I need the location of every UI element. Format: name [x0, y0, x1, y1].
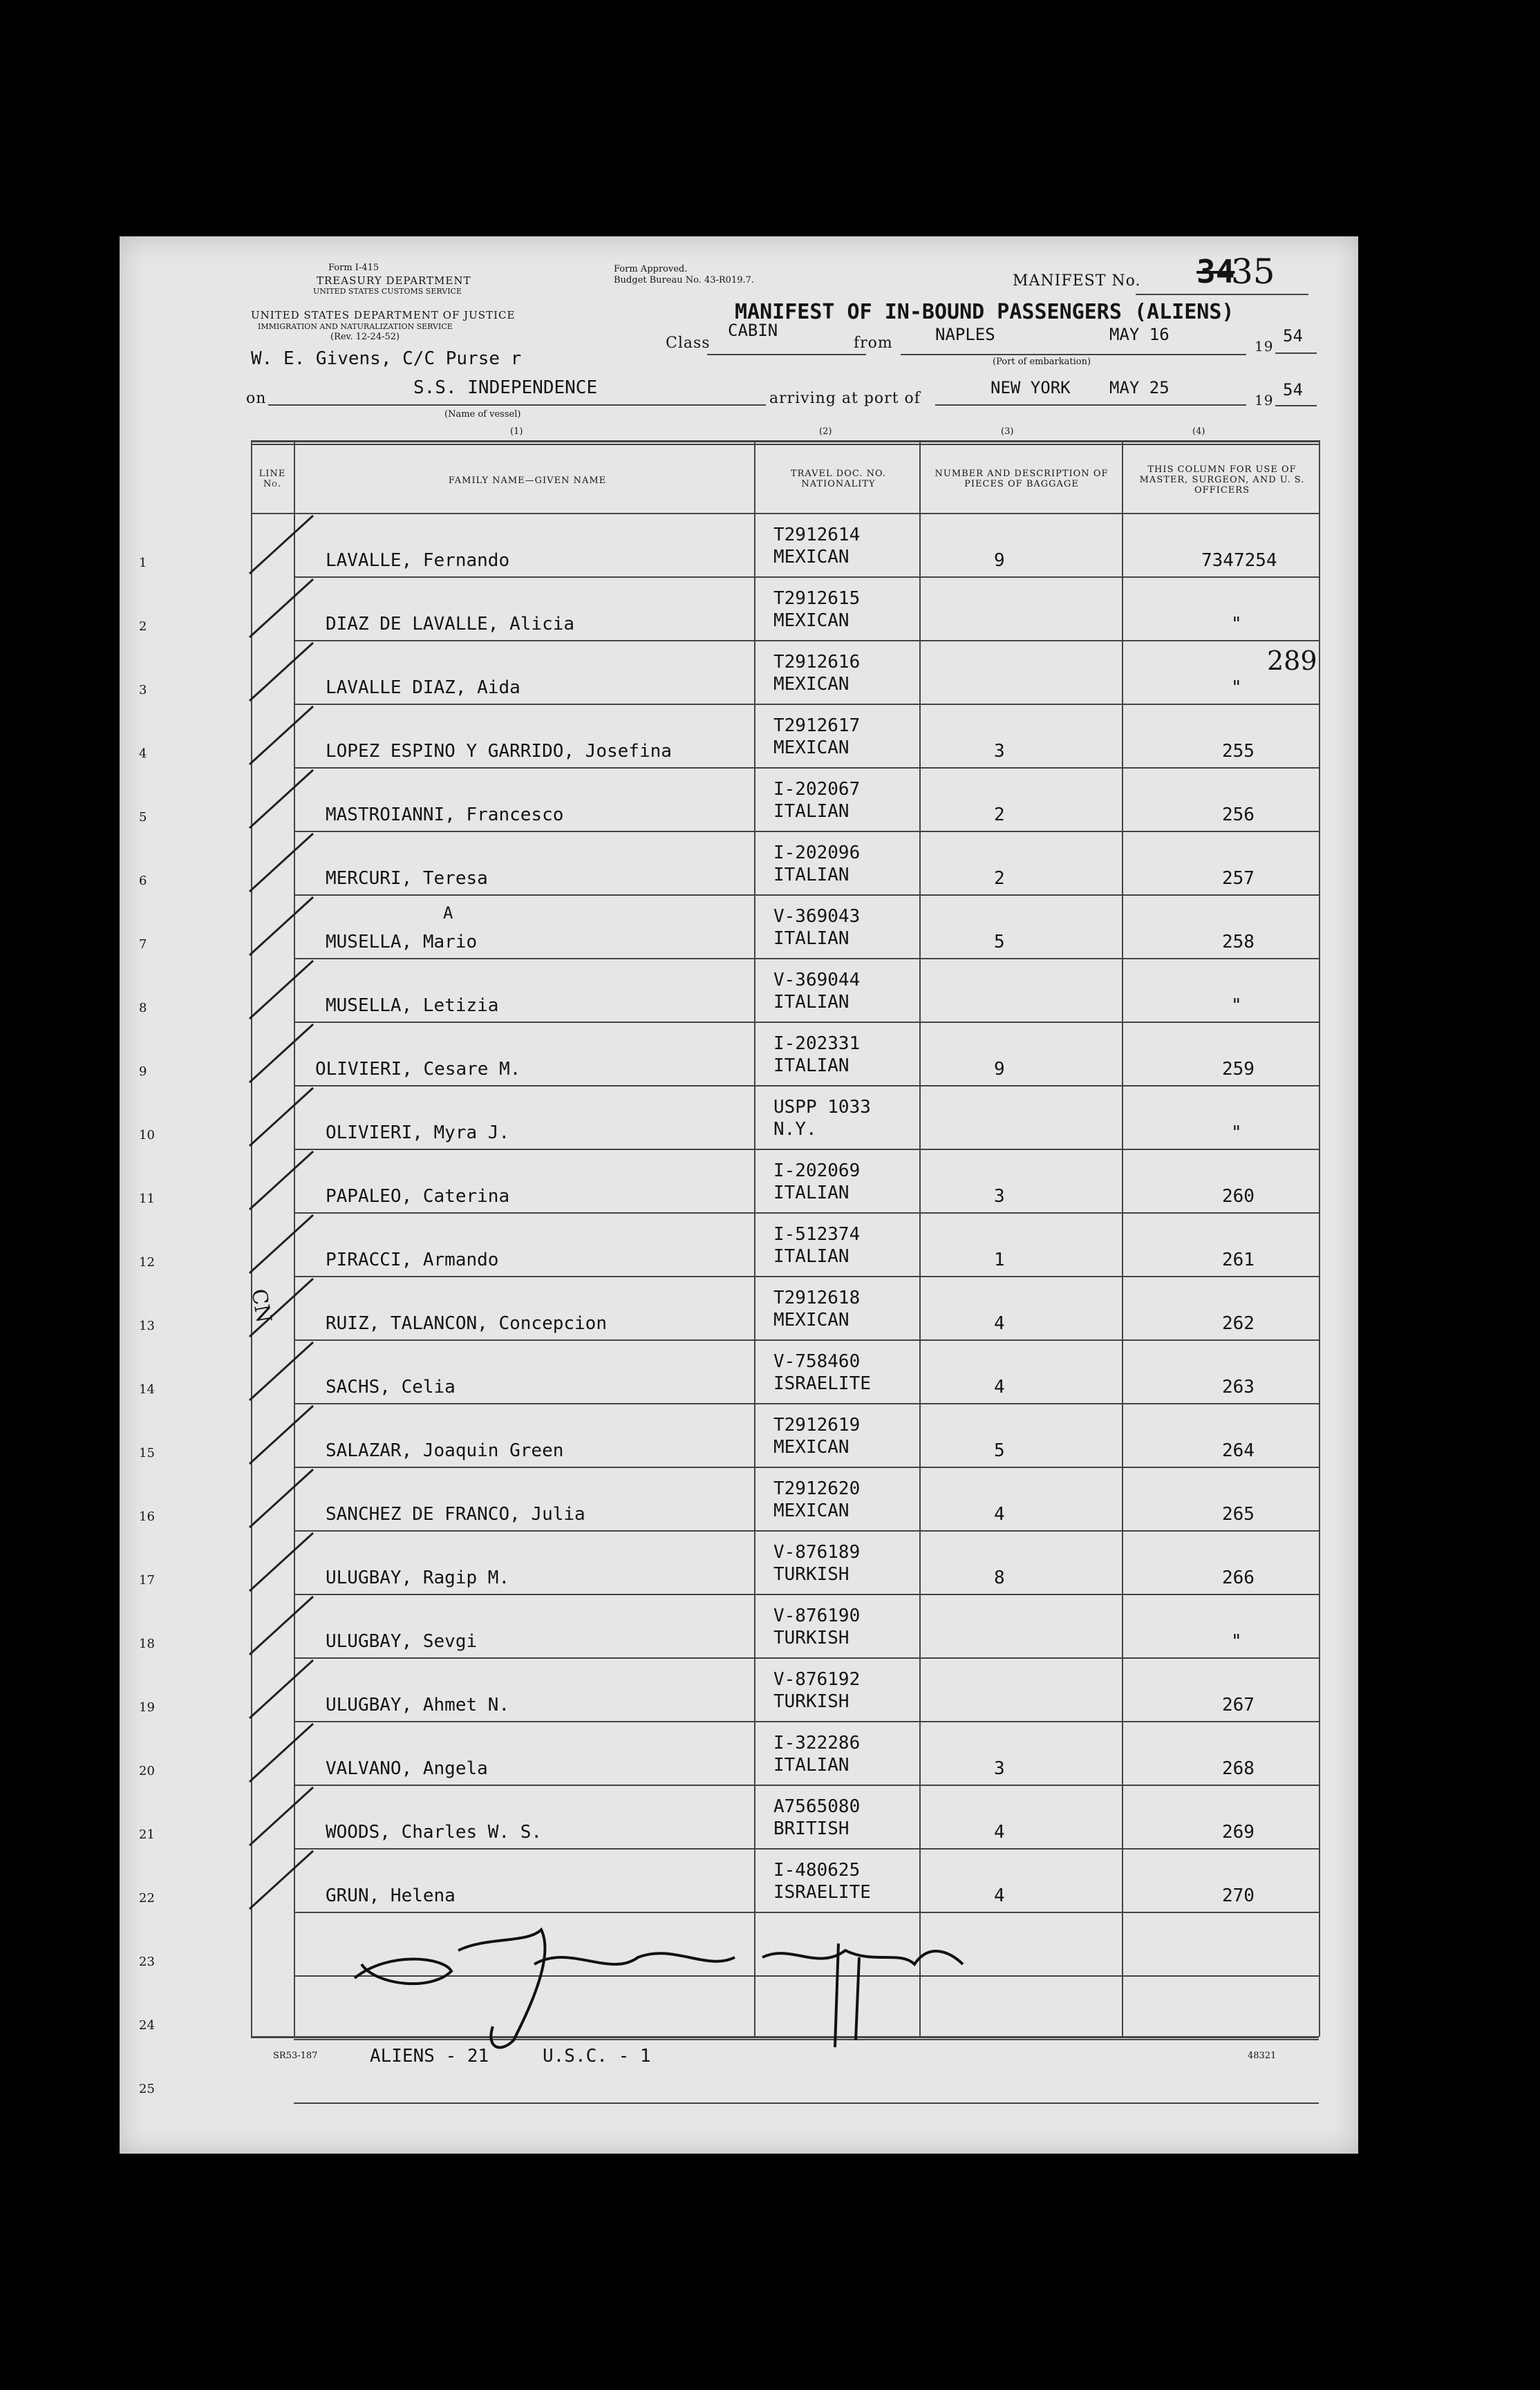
from-date: MAY 16: [1109, 325, 1170, 344]
line-number: 6: [139, 874, 147, 888]
officer-note: ": [1231, 614, 1242, 634]
nationality: MEXICAN: [773, 674, 849, 695]
approved-label: Form Approved.: [614, 264, 688, 274]
travel-doc: [773, 969, 860, 1013]
insert-mark-a: A: [443, 903, 453, 923]
passenger-name: MUSELLA, Letizia: [326, 995, 499, 1016]
check-mark-icon: [244, 767, 320, 831]
arrive-date: MAY 25: [1109, 378, 1170, 397]
col-header-baggage: NUMBER AND DESCRIPTION OF PIECES OF BAGGAGE: [935, 469, 1109, 489]
vessel-label: (Name of vessel): [444, 409, 521, 420]
doc-number: T2912620: [773, 1478, 861, 1499]
col-num-4: (4): [1192, 426, 1205, 437]
passenger-name: ULUGBAY, Ahmet N.: [326, 1695, 510, 1715]
doc-number: I-202069: [773, 1160, 861, 1181]
officer-note: 257: [1222, 868, 1255, 889]
baggage-count: 4: [994, 1822, 1005, 1843]
footer-usc: U.S.C. - 1: [543, 2046, 651, 2067]
travel-doc: [773, 1732, 860, 1776]
line-number: 10: [139, 1128, 155, 1142]
nationality: ITALIAN: [773, 1246, 849, 1267]
table-row: [120, 1276, 1358, 1339]
passenger-name: MASTROIANNI, Francesco: [326, 804, 564, 825]
officer-note: 267: [1222, 1695, 1255, 1715]
check-mark-icon: [244, 1467, 320, 1530]
officer-note: 266: [1222, 1568, 1255, 1588]
baggage-count: 5: [994, 1440, 1005, 1461]
check-mark-icon: [244, 1721, 320, 1785]
check-mark-icon: [244, 1594, 320, 1657]
purser: W. E. Givens, C/C Purse r: [251, 348, 522, 369]
table-row: [120, 1785, 1358, 1848]
nationality: TURKISH: [773, 1564, 849, 1585]
check-mark-icon: [244, 1403, 320, 1467]
doc-number: I-480625: [773, 1860, 861, 1881]
passenger-name: GRUN, Helena: [326, 1885, 456, 1906]
doc-number: I-512374: [773, 1224, 861, 1245]
officer-note: ": [1231, 995, 1242, 1016]
officer-note: ": [1231, 1631, 1242, 1652]
line-number: 5: [139, 810, 147, 825]
nationality: MEXICAN: [773, 547, 849, 567]
passenger-name: RUIZ, TALANCON, Concepcion: [326, 1313, 607, 1334]
line-number: 24: [139, 2018, 155, 2033]
line-number: 7: [139, 937, 147, 952]
nationality: MEXICAN: [773, 1437, 849, 1458]
officer-note: 262: [1222, 1313, 1255, 1334]
officer-note: 270: [1222, 1885, 1255, 1906]
officer-note: 256: [1222, 804, 1255, 825]
officer-note: 261: [1222, 1250, 1255, 1270]
check-mark-icon: [244, 1530, 320, 1594]
baggage-count: 4: [994, 1313, 1005, 1334]
line-number: 4: [139, 746, 147, 761]
nationality: ISRAELITE: [773, 1882, 871, 1903]
officer-note: 260: [1222, 1186, 1255, 1207]
travel-doc: [773, 1668, 860, 1713]
treasury-label: TREASURY DEPARTMENT: [317, 274, 471, 287]
check-mark-icon: [244, 1657, 320, 1721]
baggage-count: 2: [994, 868, 1005, 889]
doc-number: USPP 1033: [773, 1097, 871, 1118]
passenger-name: OLIVIERI, Myra J.: [326, 1122, 510, 1143]
table-row: [120, 704, 1358, 767]
check-mark-icon: [244, 640, 320, 704]
officer-note: 269: [1222, 1822, 1255, 1843]
customs-label: UNITED STATES CUSTOMS SERVICE: [313, 287, 462, 296]
officer-note: 258: [1222, 932, 1255, 952]
doc-number: V-758460: [773, 1351, 861, 1372]
line-number: 12: [139, 1255, 155, 1270]
line-number: 18: [139, 1637, 155, 1651]
officer-note: ": [1231, 1122, 1242, 1143]
nationality: ITALIAN: [773, 1055, 849, 1076]
check-mark-icon: [244, 1149, 320, 1212]
passenger-name: DIAZ DE LAVALLE, Alicia: [326, 614, 575, 634]
line-number: 23: [139, 1955, 155, 1969]
col-num-2: (2): [819, 426, 832, 437]
baggage-count: 1: [994, 1250, 1005, 1270]
doc-number: I-202096: [773, 843, 861, 863]
doc-number: V-876189: [773, 1542, 861, 1563]
check-mark-icon: [244, 1212, 320, 1276]
line-number: 8: [139, 1001, 147, 1015]
nationality: N.Y.: [773, 1119, 817, 1140]
line-number: 15: [139, 1446, 155, 1460]
year-prefix-2: 19: [1255, 392, 1274, 408]
port-embark-label: (Port of embarkation): [993, 357, 1091, 367]
baggage-count: 5: [994, 932, 1005, 952]
line-number: 16: [139, 1509, 155, 1524]
class-value: CABIN: [728, 321, 778, 340]
check-mark-icon: [244, 1785, 320, 1848]
travel-doc: [773, 524, 860, 568]
passenger-name: WOODS, Charles W. S.: [326, 1822, 543, 1843]
check-mark-icon: [244, 513, 320, 576]
nationality: ITALIAN: [773, 1183, 849, 1203]
table-row: [120, 1467, 1358, 1530]
manifest-page: [120, 236, 1358, 2154]
line-number: 25: [139, 2082, 155, 2096]
table-row: [120, 958, 1358, 1022]
doc-number: I-202331: [773, 1033, 861, 1054]
travel-doc: [773, 715, 860, 759]
manifest-no-label: MANIFEST No.: [1013, 272, 1141, 290]
line-number: 3: [139, 683, 147, 697]
line-number: 21: [139, 1827, 155, 1842]
nationality: MEXICAN: [773, 610, 849, 631]
travel-doc: [773, 905, 860, 950]
baggage-count: 8: [994, 1568, 1005, 1588]
officer-note: 268: [1222, 1758, 1255, 1779]
class-label: Class: [666, 335, 711, 352]
officer-note: 263: [1222, 1377, 1255, 1398]
col-header-officers: THIS COLUMN FOR USE OF MASTER, SURGEON, AND U. S. OFFICERS: [1139, 464, 1305, 496]
officer-note: 264: [1222, 1440, 1255, 1461]
travel-doc: [773, 1033, 860, 1077]
line-number: 17: [139, 1573, 155, 1588]
travel-doc: [773, 1859, 871, 1903]
col-header-name: FAMILY NAME—GIVEN NAME: [448, 476, 607, 486]
passenger-name: LAVALLE, Fernando: [326, 550, 510, 571]
margin-note-cn: CN: [246, 1287, 276, 1325]
table-row: [120, 1212, 1358, 1276]
travel-doc: [773, 1160, 860, 1204]
nationality: ITALIAN: [773, 865, 849, 885]
baggage-count: 3: [994, 1186, 1005, 1207]
check-mark-icon: [244, 831, 320, 894]
signature: [348, 1902, 970, 2061]
passenger-name: ULUGBAY, Sevgi: [326, 1631, 478, 1652]
check-mark-icon: [244, 704, 320, 767]
check-mark-icon: [244, 958, 320, 1022]
doc-number: V-369043: [773, 906, 861, 927]
year-2: 54: [1283, 380, 1303, 399]
line-number: 9: [139, 1064, 147, 1079]
col-num-1: (1): [510, 426, 523, 437]
check-mark-icon: [244, 1848, 320, 1912]
baggage-count: 9: [994, 550, 1005, 571]
officer-note: ": [1231, 677, 1242, 698]
table-row: [120, 831, 1358, 894]
ins-label: IMMIGRATION AND NATURALIZATION SERVICE: [258, 322, 453, 331]
table-row: [120, 767, 1358, 831]
baggage-count: 4: [994, 1504, 1005, 1525]
table-row: [120, 1339, 1358, 1403]
travel-doc: [773, 1541, 860, 1586]
doc-number: T2912616: [773, 652, 861, 672]
col-header-doc: TRAVEL DOC. NO. NATIONALITY: [790, 469, 887, 489]
nationality: MEXICAN: [773, 737, 849, 758]
line-number: 1: [139, 556, 147, 570]
passenger-name: SACHS, Celia: [326, 1377, 456, 1398]
line-number: 2: [139, 619, 147, 634]
form-number: Form I-415: [328, 263, 379, 273]
officer-note: 259: [1222, 1059, 1255, 1080]
travel-doc: [773, 1096, 871, 1140]
doc-number: V-369044: [773, 970, 861, 990]
line-number: 11: [139, 1192, 155, 1206]
manifest-no-struck: 34: [1196, 253, 1235, 290]
passenger-name: OLIVIERI, Cesare M.: [315, 1059, 521, 1080]
line-number: 19: [139, 1700, 155, 1715]
check-mark-icon: [244, 1022, 320, 1085]
travel-doc: [773, 778, 860, 822]
arriving-label: arriving at port of: [769, 390, 921, 407]
nationality: ITALIAN: [773, 992, 849, 1013]
passenger-name: PIRACCI, Armando: [326, 1250, 499, 1270]
officer-note: 255: [1222, 741, 1255, 762]
margin-note-289: 289: [1267, 646, 1317, 676]
justice-label: UNITED STATES DEPARTMENT OF JUSTICE: [251, 309, 516, 321]
table-row: [120, 1657, 1358, 1721]
travel-doc: [773, 651, 860, 695]
table-row: [120, 576, 1358, 640]
baggage-count: 4: [994, 1885, 1005, 1906]
check-mark-icon: [244, 576, 320, 640]
check-mark-icon: [244, 1339, 320, 1403]
passenger-name: VALVANO, Angela: [326, 1758, 488, 1779]
passenger-name: LOPEZ ESPINO Y GARRIDO, Josefina: [326, 741, 672, 762]
doc-number: T2912615: [773, 588, 861, 609]
doc-number: V-876192: [773, 1669, 861, 1690]
nationality: ITALIAN: [773, 801, 849, 822]
doc-number: T2912614: [773, 525, 861, 545]
passenger-name: PAPALEO, Caterina: [326, 1186, 510, 1207]
passenger-name: ULUGBAY, Ragip M.: [326, 1568, 510, 1588]
vessel-name: S.S. INDEPENDENCE: [413, 377, 598, 398]
travel-doc: [773, 1351, 871, 1395]
budget-label: Budget Bureau No. 43-R019.7.: [614, 275, 755, 285]
travel-doc: [773, 1605, 860, 1649]
doc-number: T2912618: [773, 1288, 861, 1308]
table-row: [120, 1403, 1358, 1467]
year: 54: [1283, 326, 1303, 346]
table-row: [120, 894, 1358, 958]
passenger-name: MUSELLA, Mario: [326, 932, 478, 952]
baggage-count: 3: [994, 1758, 1005, 1779]
from-label: from: [854, 335, 893, 352]
table-row: [120, 1085, 1358, 1149]
baggage-count: 2: [994, 804, 1005, 825]
year-prefix: 19: [1255, 338, 1274, 355]
officer-note: 7347254: [1201, 550, 1277, 571]
footer-aliens: ALIENS - 21: [370, 2046, 489, 2067]
line-number: 22: [139, 1891, 155, 1906]
arrive-port: NEW YORK: [990, 378, 1071, 397]
table-row: [120, 1594, 1358, 1657]
nationality: BRITISH: [773, 1818, 849, 1839]
travel-doc: [773, 587, 860, 632]
baggage-count: 4: [994, 1377, 1005, 1398]
travel-doc: [773, 1223, 860, 1268]
passenger-name: MERCURI, Teresa: [326, 868, 488, 889]
nationality: ITALIAN: [773, 1755, 849, 1776]
travel-doc: [773, 842, 860, 886]
col-num-3: (3): [1001, 426, 1014, 437]
footer-print-no: 48321: [1248, 2051, 1277, 2061]
check-mark-icon: [244, 894, 320, 958]
line-number: 14: [139, 1382, 155, 1397]
footer-code: SR53-187: [273, 2051, 318, 2061]
nationality: TURKISH: [773, 1628, 849, 1648]
officer-note: 265: [1222, 1504, 1255, 1525]
doc-number: V-876190: [773, 1606, 861, 1626]
table-row: [120, 513, 1358, 576]
doc-number: I-322286: [773, 1733, 861, 1753]
table-row: [120, 1022, 1358, 1085]
travel-doc: [773, 1414, 860, 1458]
nationality: ITALIAN: [773, 928, 849, 949]
doc-number: T2912619: [773, 1415, 861, 1436]
col-header-line: LINE No.: [259, 469, 286, 489]
passenger-name: SANCHEZ DE FRANCO, Julia: [326, 1504, 585, 1525]
doc-number: I-202067: [773, 779, 861, 800]
table-row: [120, 1149, 1358, 1212]
nationality: MEXICAN: [773, 1500, 849, 1521]
line-number: 13: [139, 1319, 155, 1333]
line-number: 20: [139, 1764, 155, 1778]
nationality: MEXICAN: [773, 1310, 849, 1330]
travel-doc: [773, 1478, 860, 1522]
travel-doc: [773, 1796, 860, 1840]
baggage-count: 9: [994, 1059, 1005, 1080]
revision-label: (Rev. 12-24-52): [330, 332, 400, 342]
manifest-no: 35: [1231, 252, 1275, 292]
doc-number: A7565080: [773, 1796, 861, 1817]
table-row: [120, 1530, 1358, 1594]
passenger-name: SALAZAR, Joaquin Green: [326, 1440, 564, 1461]
table-row: [120, 640, 1358, 704]
doc-number: T2912617: [773, 715, 861, 736]
on-label: on: [246, 390, 267, 407]
passenger-name: LAVALLE DIAZ, Aida: [326, 677, 520, 698]
travel-doc: [773, 1287, 860, 1331]
nationality: TURKISH: [773, 1691, 849, 1712]
manifest-title: MANIFEST OF IN-BOUND PASSENGERS (ALIENS): [735, 300, 1234, 324]
table-row: [120, 1721, 1358, 1785]
baggage-count: 3: [994, 741, 1005, 762]
from-port: NAPLES: [935, 325, 995, 344]
nationality: ISRAELITE: [773, 1373, 871, 1394]
check-mark-icon: [244, 1085, 320, 1149]
